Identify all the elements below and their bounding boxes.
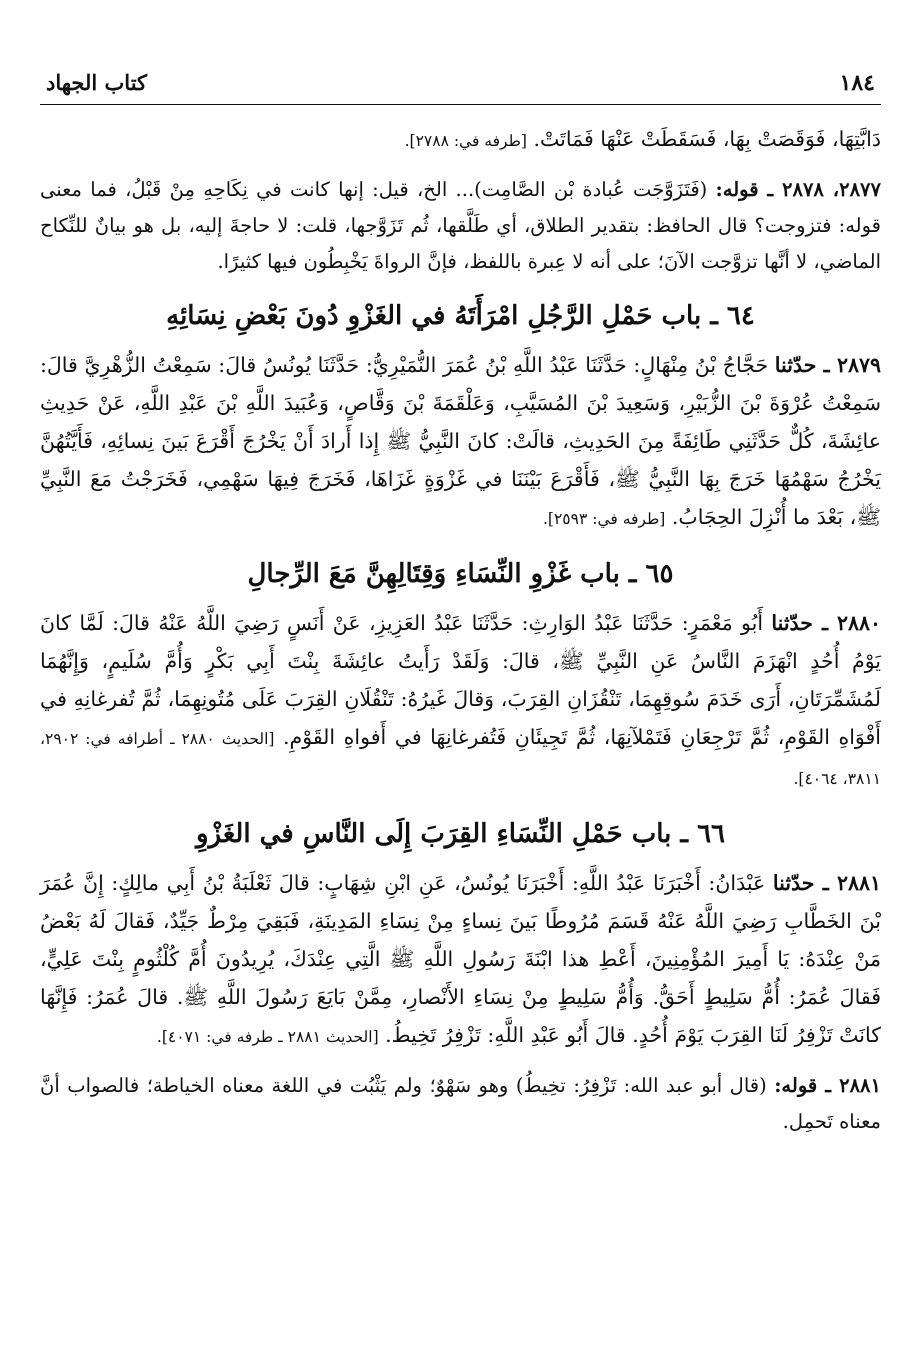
hadith-number: ٢٨٧٩ ـ حدّثنا (774, 353, 881, 377)
hadith-paragraph-2880 (40, 604, 881, 798)
hadith-number: ٢٨٨١ ـ حدّثنا (772, 871, 881, 895)
cross-reference: [الحديث ٢٨٨٠ ـ أطرافه في: ٢٩٠٢، ٣٨١١، ٤٠٦٤]. (40, 730, 881, 788)
paragraph-text: أَبُو مَعْمَرٍ: حَدَّثَنَا عَبْدُ الوَارِثِ: حَدَّثَنَا عَبْدُ العَزِيزِ، عَنْ أَنَسٍ رَضِيَ اللَّهُ عَنْهُ قالَ: لَمَّا كانَ يَوْمُ أُحُدٍ انْهَزَمَ النَّاسُ عَنِ النَّبِيِّ ﷺ، قالَ: وَلَقَدْ رَأَيتُ عائِشَةَ بِنْتَ أَبِي بَكْرٍ وَأُمَّ سُلَيمٍ، وَإِنَّهُمَا لَمُشَمِّرَتَانِ، أَرَى خَدَمَ سُوقِهِمَا، تَنْقُزَانِ القِرَبَ، وَقالَ غَيرُهُ: تَنْقُلَانِ القِرَبَ عَلَى مُتُونِهِمَا، ثُمَّ تُفرغانِهِ في أَفْوَاهِ القَوْمِ، ثُمَّ تَرْجِعَانِ فَتَمْلآنِهَا، ثُمَّ تَجِيئَانِ فَتُفرغانِهَا في أَفواهِ القَوْمِ. (40, 611, 881, 749)
commentary-paragraph (40, 172, 881, 280)
hadith-number: ٢٨٧٧، ٢٨٧٨ ـ قوله: (715, 178, 882, 201)
page-number: ١٨٤ (839, 70, 875, 96)
cross-reference: [طرفه في: ٢٧٨٨]. (404, 132, 527, 150)
book-title: كتاب الجهاد (46, 70, 148, 95)
paragraph-text: (قال أبو عبد الله: تَزْفِرُ: تخِيطُ) وهو سَهْوٌ؛ ولم يَثْبُت في اللغة معناه الخياطة؛ فالصواب أنَّ معناه تَحمِل. (40, 1074, 881, 1133)
paragraph-text: عَبْدَانُ: أَخْبَرَنَا عَبْدُ اللَّهِ: أَخْبَرَنَا يُونُسُ، عَنِ ابْنِ شِهَابٍ: قالَ ثَعْلَبَةُ بْنُ أَبِي مالِكٍ: إِنَّ عُمَرَ بْنَ الخَطَّابِ رَضِيَ اللَّهُ عَنْهُ قَسَمَ مُرُوطًا بَينَ نِساءٍ مِنْ نِسَاءِ المَدِينَةِ، فَبَقِيَ مِرْطٌ جَيِّدٌ، فَقالَ لَهُ بَعْضُ مَنْ عِنْدَهُ: يَا أَمِيرَ المُؤْمِنِينَ، أَعْطِ هذا ابْنَةَ رَسُولِ اللَّهِ ﷺ الَّتِي عِنْدَكَ، يُرِيدُونَ أُمَّ كُلْثُومٍ بِنْتَ عَلِيٍّ، فَقالَ عُمَرُ: أُمُّ سَلِيطٍ أَحَقُّ. وَأُمُّ سَلِيطٍ مِنْ نِسَاءِ الأَنْصارِ، مِمَّنْ بَايَعَ رَسُولَ اللَّهِ ﷺ. قالَ عُمَرُ: فَإِنَّهَا كانَتْ تَزْفِرُ لَنَا القِرَبَ يَوْمَ أُحُدٍ. قالَ أَبُو عَبْدِ اللَّهِ: تَزْفِرُ تَخِيطُ. (40, 871, 881, 1047)
continuation-paragraph (40, 120, 881, 160)
hadith-number: ٢٨٨١ ـ قوله: (774, 1074, 882, 1097)
paragraph-text: دَابَّتِهَا، فَوَقَصَتْ بِهَا، فَسَقَطَتْ عَنْهَا فَمَاتَتْ. (533, 127, 881, 151)
chapter-heading-64: ٦٤ ـ باب حَمْلِ الرَّجُلِ امْرَأَتَهُ في الغَزْوِ دُونَ بَعْضِ نِسَائِهِ (166, 301, 755, 331)
hadith-paragraph-2879 (40, 346, 881, 538)
hadith-paragraph-2881 (40, 864, 881, 1056)
page-content (40, 120, 881, 1152)
commentary-paragraph-2881 (40, 1068, 881, 1140)
paragraph-text: حَجَّاجُ بْنُ مِنْهَالٍ: حَدَّثَنَا عَبْدُ اللَّهِ بْنُ عُمَرَ النُّمَيْرِيُّ: حَدَّثَنَا يُونُسُ قالَ: سَمِعْتُ الزُّهْرِيَّ قالَ: سَمِعْتُ عُرْوَةَ بْنَ الزُّبَيْرِ، وَسَعِيدَ بْنَ المُسَيَّبِ، وَعَلْقَمَةَ بْنَ وَقَّاصٍ، وَعُبَيدَ اللَّهِ بْنَ عَبْدِ اللَّهِ، عَنْ حَدِيثِ عائِشَةَ، كُلٌّ حَدَّثَنِي طَائِفَةً مِنَ الحَدِيثِ، قالَتْ: كانَ النَّبِيُّ ﷺ إِذا أَرادَ أَنْ يَخْرُجَ أَقْرَعَ بَينَ نِسائِهِ، فَأَيَّتُهُنَّ يَخْرُجُ سَهْمُهَا خَرَجَ بِهَا النَّبِيُّ ﷺ، فَأَقْرَعَ بَيْنَنَا في غَزْوَةٍ غَزَاهَا، فَخَرَجَ فِيهَا سَهْمِي، فَخَرَجْتُ مَعَ النَّبِيِّ ﷺ، بَعْدَ ما أُنْزِلَ الحِجَابُ. (40, 353, 881, 529)
cross-reference: [طرفه في: ٢٥٩٣]. (543, 510, 666, 528)
cross-reference: [الحديث ٢٨٨١ ـ طرفه في: ٤٠٧١]. (156, 1028, 379, 1046)
chapter-heading-65: ٦٥ ـ باب غَزْوِ النِّسَاءِ وَقِتَالِهِنَّ مَعَ الرِّجالِ (247, 559, 674, 589)
paragraph-text: (فَتَزَوَّجَت عُبادة بْن الصَّامِت)... الخ، قيل: إنها كانت في نِكَاحِهِ مِنْ قَبْلُ، فما معنى قوله: فتزوجت؟ قال الحافظ: بتقدير الطلاق، أي طَلَّقها، ثُم تَزَوَّجها، قلت: لا حاجةَ إليه، بل هو بيانٌ للنِّكاح الماضي، لا أنَّها تزوَّجت الآنَ؛ على أنه لا عِبرة باللفظ، فإنَّ الرواةَ يَخْبِطُون فيها كثيرًا. (40, 178, 881, 273)
chapter-heading-66: ٦٦ ـ باب حَمْلِ النِّسَاءِ القِرَبَ إِلَى النَّاسِ في الغَزْوِ (195, 819, 726, 849)
hadith-number: ٢٨٨٠ ـ حدّثنا (771, 611, 881, 635)
page-header (40, 68, 881, 105)
